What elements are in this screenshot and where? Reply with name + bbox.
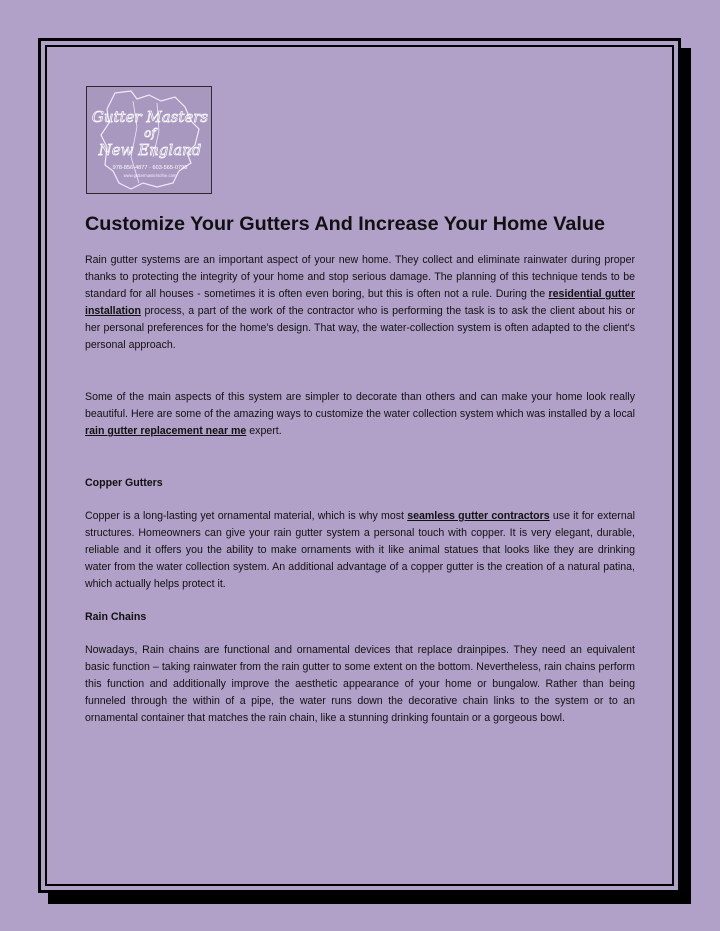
- heading-rain-chains: Rain Chains: [85, 611, 147, 623]
- article-body: [85, 210, 635, 727]
- paragraph-intro-text-a: Rain gutter systems are an important aspect of your new home. They collect and eliminate rainwater during proper thanks to protecting the integrity of your home and stop serious damage. The planning of this technique tends to be standard for all houses - sometimes it is often even boring, but this is often not a rule. During the: [85, 254, 635, 300]
- paragraph-copper-gutters: [85, 508, 635, 593]
- spacer: [85, 492, 635, 508]
- paragraph-copper-text-b: use it for external structures. Homeowners can give your rain gutter system a personal touch with copper. It is very elegant, durable, reliable and it offers you the ability to make ornaments with it like animal statues that looks like they are drinking water from the water collection system. An additional advantage of a copper gutter is the creation of a natural patina, which actually helps protect it.: [85, 510, 635, 590]
- paragraph-rain-chains: Nowadays, Rain chains are functional and ornamental devices that replace drainpipes. They need an equivalent basic function – taking rainwater from the rain gutter to some extent on the bottom. Nevertheless, rain chains perform this function and additionally improve the aesthetic appearance of your home or bungalow. Rather than being funneled through the within of a pipe, the water runs down the decorative chain links to the system or to an ornamental container that matches the rain chain, like a stunning drinking fountain or a gorgeous bowl.: [85, 644, 635, 724]
- paragraph-aspects-text-b: expert.: [246, 425, 282, 437]
- company-logo: [86, 86, 212, 194]
- paragraph-copper-text-a: Copper is a long-lasting yet ornamental material, which is why most: [85, 510, 408, 522]
- link-residential-gutter-installation[interactable]: residential gutter installation: [85, 288, 635, 317]
- logo-contact: 978-856-4877 · 603-565-0798: [112, 165, 188, 171]
- heading-copper-gutters: Copper Gutters: [85, 477, 163, 489]
- link-seamless-gutter-contractors[interactable]: seamless gutter contractors: [407, 510, 550, 522]
- link-rain-gutter-replacement[interactable]: rain gutter replacement near me: [85, 425, 247, 437]
- logo-line-3: New England: [98, 141, 202, 159]
- paragraph-intro: [85, 252, 635, 354]
- paragraph-intro-text-b: process, a part of the work of the contractor who is performing the task is to ask the client about his or her personal preferences for the home's design. That way, the water-collection system is often adapted to the client's personal approach.: [85, 305, 635, 351]
- spacer: [85, 626, 635, 642]
- paragraph-aspects-text-a: Some of the main aspects of this system are simpler to decorate than others and can make your home look really beautiful. Here are some of the amazing ways to customize the water collection system which was installed by a local: [85, 391, 635, 420]
- spacer: [85, 440, 635, 475]
- spacer: [85, 354, 635, 389]
- logo-graphic: [87, 87, 212, 194]
- logo-website: www.guttermastersofne.com: [123, 173, 177, 178]
- article-title: Customize Your Gutters And Increase Your Home Value: [85, 213, 605, 235]
- spacer: [85, 593, 635, 609]
- paragraph-aspects: [85, 389, 635, 440]
- logo-line-2: of: [144, 126, 156, 140]
- logo-line-1: Gutter Masters: [91, 108, 209, 126]
